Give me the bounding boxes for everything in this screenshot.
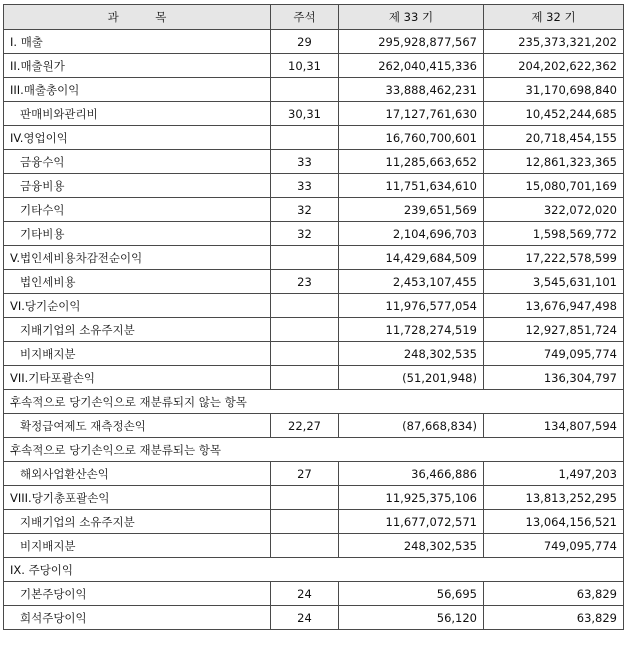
row-subject: 기타수익 [4,198,271,222]
row-current-amount: 2,453,107,455 [339,270,484,294]
row-subject: V.법인세비용차감전순이익 [4,246,271,270]
table-row [4,582,624,606]
section-row [4,438,624,462]
row-note [271,246,339,270]
row-note: 30,31 [271,102,339,126]
row-subject: 비지배지분 [4,534,271,558]
row-note: 33 [271,150,339,174]
table-row [4,510,624,534]
row-subject: 확정급여제도 재측정손익 [4,414,271,438]
table-row [4,222,624,246]
row-note: 29 [271,30,339,54]
row-previous-amount: 10,452,244,685 [484,102,624,126]
row-subject: VI.당기순이익 [4,294,271,318]
row-previous-amount: 17,222,578,599 [484,246,624,270]
table-body [4,30,624,630]
row-previous-amount: 12,927,851,724 [484,318,624,342]
row-subject: 지배기업의 소유주지분 [4,318,271,342]
row-current-amount: 295,928,877,567 [339,30,484,54]
row-subject: 금융비용 [4,174,271,198]
row-previous-amount: 31,170,698,840 [484,78,624,102]
row-note: 22,27 [271,414,339,438]
row-note: 33 [271,174,339,198]
row-current-amount: 11,677,072,571 [339,510,484,534]
row-subject: 기본주당이익 [4,582,271,606]
table-row [4,126,624,150]
table-row [4,342,624,366]
row-note [271,342,339,366]
income-statement-table [3,4,624,630]
header-row [4,5,624,30]
row-current-amount: 17,127,761,630 [339,102,484,126]
row-subject: IX. 주당이익 [4,558,624,582]
row-note: 10,31 [271,54,339,78]
table-row [4,486,624,510]
row-subject: 지배기업의 소유주지분 [4,510,271,534]
row-note [271,534,339,558]
row-note: 32 [271,222,339,246]
row-current-amount: 239,651,569 [339,198,484,222]
header-previous-period: 제 32 기 [484,5,624,30]
row-note: 24 [271,606,339,630]
row-current-amount: 36,466,886 [339,462,484,486]
row-current-amount: (51,201,948) [339,366,484,390]
row-subject: I. 매출 [4,30,271,54]
row-subject: 비지배지분 [4,342,271,366]
row-current-amount: 11,751,634,610 [339,174,484,198]
row-note [271,366,339,390]
row-subject: VII.기타포괄손익 [4,366,271,390]
row-previous-amount: 3,545,631,101 [484,270,624,294]
table-row [4,414,624,438]
header-note: 주석 [271,5,339,30]
table-row [4,462,624,486]
row-note: 32 [271,198,339,222]
row-note [271,510,339,534]
header-subject: 과 목 [4,5,271,30]
row-current-amount: 11,728,274,519 [339,318,484,342]
row-note [271,486,339,510]
table-row [4,558,624,582]
row-previous-amount: 235,373,321,202 [484,30,624,54]
row-subject: 희석주당이익 [4,606,271,630]
row-previous-amount: 13,064,156,521 [484,510,624,534]
table-row [4,270,624,294]
table-row [4,102,624,126]
row-current-amount: 248,302,535 [339,534,484,558]
row-subject: VIII.당기총포괄손익 [4,486,271,510]
row-previous-amount: 12,861,323,365 [484,150,624,174]
row-previous-amount: 749,095,774 [484,342,624,366]
row-subject: III.매출총이익 [4,78,271,102]
row-previous-amount: 13,676,947,498 [484,294,624,318]
row-note [271,318,339,342]
row-previous-amount: 322,072,020 [484,198,624,222]
row-note: 27 [271,462,339,486]
row-previous-amount: 13,813,252,295 [484,486,624,510]
section-heading: 후속적으로 당기손익으로 재분류되지 않는 항목 [4,390,624,414]
table-row [4,606,624,630]
row-current-amount: 11,925,375,106 [339,486,484,510]
row-current-amount: (87,668,834) [339,414,484,438]
section-heading: 후속적으로 당기손익으로 재분류되는 항목 [4,438,624,462]
row-previous-amount: 20,718,454,155 [484,126,624,150]
table-row [4,78,624,102]
row-previous-amount: 204,202,622,362 [484,54,624,78]
row-previous-amount: 1,497,203 [484,462,624,486]
row-current-amount: 56,695 [339,582,484,606]
row-subject: 판매비와관리비 [4,102,271,126]
row-previous-amount: 749,095,774 [484,534,624,558]
row-current-amount: 2,104,696,703 [339,222,484,246]
row-subject: IV.영업이익 [4,126,271,150]
table-row [4,366,624,390]
row-note: 23 [271,270,339,294]
row-subject: 기타비용 [4,222,271,246]
table-row [4,150,624,174]
table-row [4,318,624,342]
row-note [271,294,339,318]
row-previous-amount: 15,080,701,169 [484,174,624,198]
row-note [271,78,339,102]
row-subject: 법인세비용 [4,270,271,294]
row-note [271,126,339,150]
row-note: 24 [271,582,339,606]
header-current-period: 제 33 기 [339,5,484,30]
table-row [4,198,624,222]
row-previous-amount: 134,807,594 [484,414,624,438]
row-current-amount: 11,976,577,054 [339,294,484,318]
row-current-amount: 16,760,700,601 [339,126,484,150]
table-row [4,174,624,198]
table-row [4,246,624,270]
row-previous-amount: 136,304,797 [484,366,624,390]
row-subject: 해외사업환산손익 [4,462,271,486]
row-previous-amount: 1,598,569,772 [484,222,624,246]
row-current-amount: 262,040,415,336 [339,54,484,78]
table-row [4,30,624,54]
row-current-amount: 11,285,663,652 [339,150,484,174]
row-subject: 금융수익 [4,150,271,174]
row-current-amount: 14,429,684,509 [339,246,484,270]
row-previous-amount: 63,829 [484,606,624,630]
row-current-amount: 33,888,462,231 [339,78,484,102]
row-previous-amount: 63,829 [484,582,624,606]
table-row [4,54,624,78]
row-current-amount: 248,302,535 [339,342,484,366]
section-row [4,390,624,414]
row-subject: II.매출원가 [4,54,271,78]
table-row [4,294,624,318]
table-row [4,534,624,558]
row-current-amount: 56,120 [339,606,484,630]
